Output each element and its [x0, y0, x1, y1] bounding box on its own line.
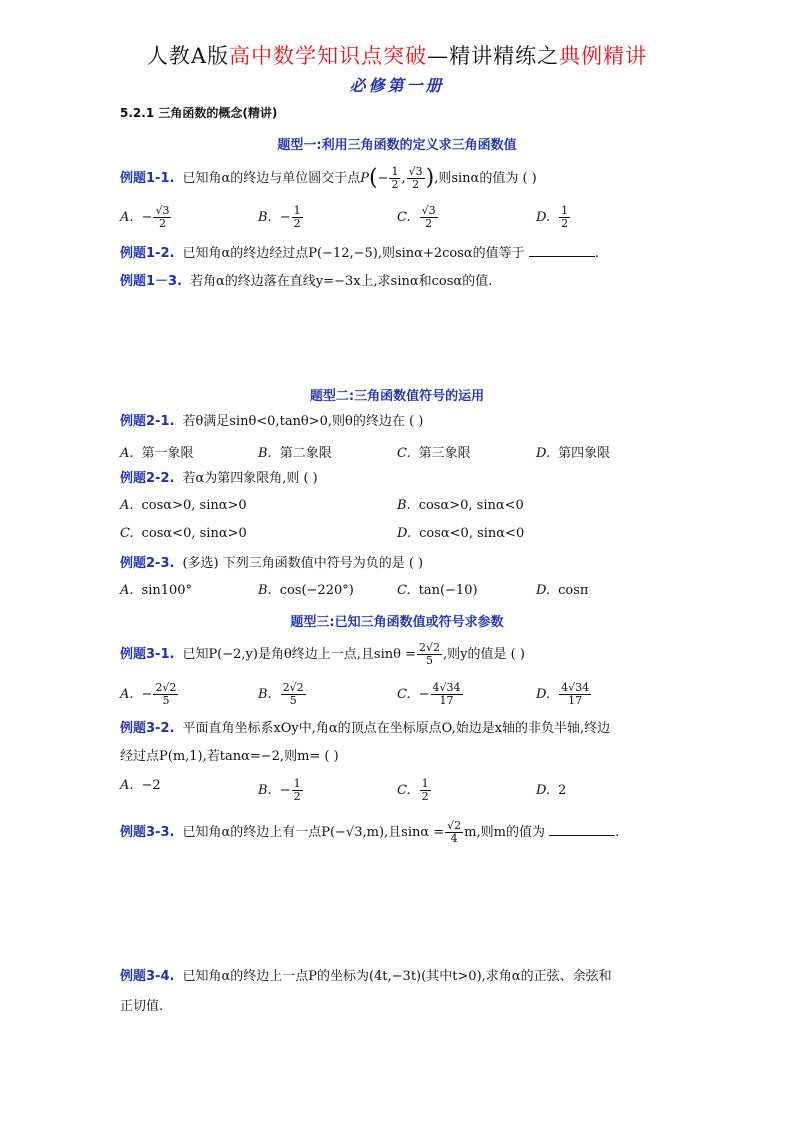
option-1-1-d: D. $\frac{1}{2}$ [536, 204, 569, 230]
type-heading-2: 题型二:三角函数值符号的运用 [309, 389, 485, 404]
option-3-2-a: A. −2 [120, 778, 161, 793]
option-2-3-d: D. cosπ [536, 583, 589, 598]
option-3-1-b: B. $\frac{2√2}{5}$ [258, 681, 304, 707]
type-heading-1: 题型一:利用三角函数的定义求三角函数值 [277, 138, 517, 153]
option-2-2-b: B. cosα>0, sinα<0 [397, 498, 524, 513]
page-title: 人教A版高中数学知识点突破—精讲精练之典例精讲 [146, 44, 648, 68]
option-3-1-d: D. $\frac{4√34}{17}$ [536, 681, 590, 707]
example-1-1: 例题1-1. 已知角α的终边与单位圆交于点P(− $\frac{1}{2}$ , $\frac{√3}{2}$ ),则sinα的值为 ( ) [120, 165, 537, 191]
option-3-1-c: C. − $\frac{4√34}{17}$ [397, 681, 461, 707]
option-3-2-d: D. 2 [536, 783, 567, 798]
option-2-2-a: A. cosα>0, sinα>0 [120, 498, 247, 513]
option-2-1-a: A. 第一象限 [120, 446, 194, 461]
option-1-1-a: A. − $\frac{√3}{2}$ [120, 204, 170, 230]
example-3-3: 例题3-3. 已知角α的终边上有一点P(−√3,m),且sinα = $\frac{√2}{4}$ m,则m的值为 . [120, 819, 620, 845]
option-3-2-b: B. − $\frac{1}{2}$ [258, 777, 301, 803]
option-2-2-c: C. cosα<0, sinα>0 [120, 526, 247, 541]
example-1-2: 例题1-2. 已知角α的终边经过点P(−12,−5),则sinα+2cosα的值等于 . [120, 246, 599, 261]
example-3-4: 例题3-4. 已知角α的终边上一点P的坐标为(4t,−3t)(其中t>0),求角α的正弦、余弦和 [120, 969, 612, 984]
option-2-1-d: D. 第四象限 [536, 446, 611, 461]
answer-blank [529, 244, 595, 257]
section-heading: 5.2.1 三角函数的概念(精讲) [120, 106, 278, 120]
option-2-3-c: C. tan(−10) [397, 583, 478, 598]
option-2-1-b: B. 第二象限 [258, 446, 332, 461]
example-2-3: 例题2-3. (多选) 下列三角函数值中符号为负的是 ( ) [120, 556, 424, 571]
example-3-2-cont: 经过点P(m,1),若tanα=−2,则m= ( ) [120, 749, 339, 764]
option-2-3-a: A. sin100° [120, 583, 193, 598]
option-2-3-b: B. cos(−220°) [258, 583, 354, 598]
option-3-2-c: C. $\frac{1}{2}$ [397, 777, 429, 803]
example-1-3: 例题1－3. 若角α的终边落在直线y=−3x上,求sinα和cosα的值. [120, 274, 493, 289]
option-2-1-c: C. 第三象限 [397, 446, 471, 461]
option-3-1-a: A. − $\frac{2√2}{5}$ [120, 681, 177, 707]
example-2-2: 例题2-2. 若α为第四象限角,则 ( ) [120, 471, 318, 486]
option-2-2-d: D. cosα<0, sinα<0 [397, 526, 525, 541]
example-3-4-cont: 正切值. [120, 999, 164, 1014]
example-2-1: 例题2-1. 若θ满足sinθ<0,tanθ>0,则θ的终边在 ( ) [120, 414, 424, 429]
type-heading-3: 题型三:已知三角函数值或符号求参数 [290, 615, 504, 630]
option-1-1-b: B. − $\frac{1}{2}$ [258, 204, 301, 230]
example-3-2: 例题3-2. 平面直角坐标系xOy中,角α的顶点在坐标原点O,始边是x轴的非负半轴,终边 [120, 721, 611, 736]
option-1-1-c: C. $\frac{√3}{2}$ [397, 204, 436, 230]
example-3-1: 例题3-1. 已知P(−2,y)是角θ终边上一点,且sinθ = $\frac{2√2}{5}$ ,则y的值是 ( ) [120, 641, 525, 667]
answer-blank [549, 823, 615, 836]
page-subtitle: 必修第一册 [349, 76, 445, 95]
